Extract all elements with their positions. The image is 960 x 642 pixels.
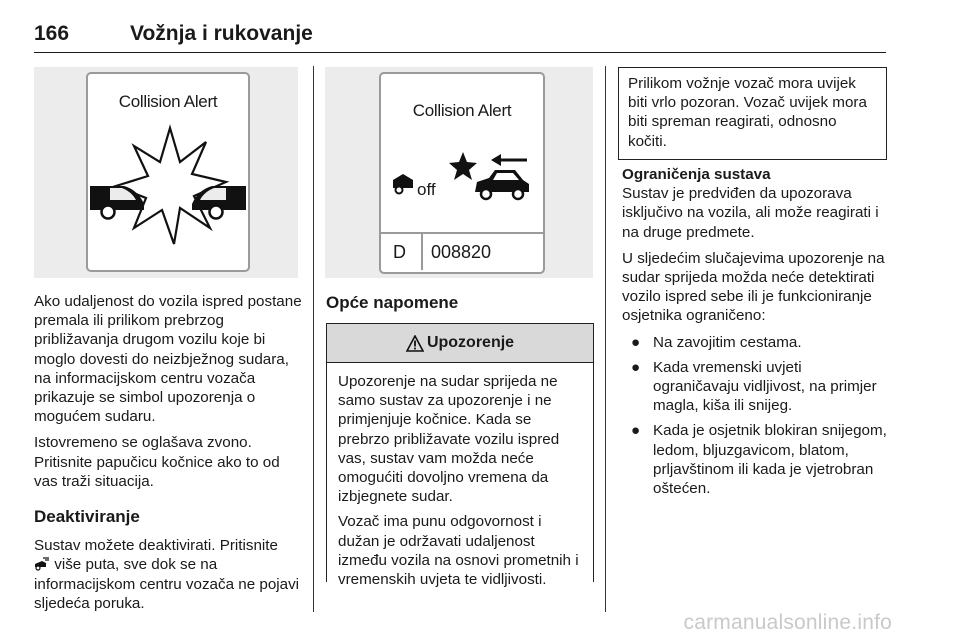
- note-box: [618, 67, 887, 160]
- paragraph: [34, 536, 304, 613]
- warning-body: [327, 363, 593, 605]
- paragraph: Sustav je predviđen da upozorava isključivo na vozila, ali može reagirati i na druge predmete.: [622, 185, 879, 241]
- collision-alert-off-icon: [391, 152, 533, 204]
- note-text: Prilikom vožnje vozač mora uvijek biti vrlo pozoran. Vozač uvijek mora biti spreman reagirati, odnosno kočiti.: [628, 75, 867, 150]
- list-item-text: Kada je osjetnik blokiran snijegom, ledom, bljuzgavicom, blatom, prljavštinom ili kada je vjetrobran oštećen.: [653, 422, 887, 498]
- subheading: Ograničenja sustava: [622, 166, 771, 183]
- section-heading: Deaktiviranje: [34, 507, 140, 527]
- bullet-list: [622, 333, 888, 499]
- warning-box: [326, 323, 594, 589]
- page-number: 166: [34, 22, 70, 45]
- list-item-text: Kada vremenski uvjeti ograničavaju vidljivost, na primjer magla, kiša ili snijeg.: [653, 358, 877, 415]
- figure-collision-alert: [34, 67, 298, 278]
- section-heading: Opće napomene: [326, 293, 459, 312]
- list-item: [622, 333, 888, 352]
- paragraph: Upozorenje na sudar sprijeda ne samo sustav za upozorenje i ne primjenjuje kočnice. Kada se prebrzo približavate vozilu ispred vas, sustav vam možda neće omogućiti dovoljno vremena da izbjegnete sudar.: [338, 373, 560, 506]
- display-panel: [379, 72, 545, 274]
- display-panel: [86, 72, 250, 272]
- list-item-text: Na zavojitim cestama.: [653, 333, 802, 351]
- column-1: [34, 292, 304, 620]
- display-title: Collision Alert: [412, 101, 512, 120]
- paragraph: Istovremeno se oglašava zvono. Pritisnite papučicu kočnice ako to od vas traži situacija.: [34, 434, 280, 490]
- warning-header: [327, 324, 593, 363]
- code-letter: D: [393, 242, 406, 262]
- display-divider: [381, 232, 543, 234]
- section-title: Vožnja i rukovanje: [130, 22, 313, 45]
- paragraph-text: više puta, sve dok se na informacijskom centru vozača ne pojavi sljedeća poruka.: [34, 556, 300, 612]
- figure-collision-alert-off: [325, 67, 593, 278]
- bullet-icon: ●: [631, 333, 641, 351]
- bullet-icon: ●: [631, 358, 641, 376]
- collision-star-icon: [88, 124, 248, 254]
- paragraph-text: Sustav možete deaktivirati. Pritisnite: [34, 537, 278, 555]
- display-divider: [421, 234, 423, 270]
- paragraph: U sljedećim slučajevima upozorenje na sudar sprijeda možda neće detektirati vozilo ispred sebe ili je funkcioniranje osjetnika ograničeno:: [622, 249, 885, 325]
- page-header: [34, 22, 886, 53]
- column-divider: [605, 66, 606, 612]
- warning-title: Upozorenje: [426, 334, 515, 351]
- column-2: [326, 293, 592, 319]
- paragraph: Ako udaljenost do vozila ispred postane premala ili prilikom prebrzog približavanja drugom vozilu koje bi moglo dovesti do neizbježnog sudara, na informacijskom centru vozača prikazuje se simbol upozorenja o mogućem sudaru.: [34, 293, 302, 426]
- warning-triangle-icon: [406, 335, 424, 352]
- status-text: off: [417, 180, 436, 199]
- bullet-icon: ●: [631, 422, 641, 440]
- list-item: [622, 421, 888, 498]
- paragraph: Vozač ima punu odgovornost i dužan je održavati udaljenost između vozila na osnovi prometnih i vremenskih uvjeta te vidljivosti.: [338, 513, 579, 589]
- code-number: 008820: [431, 242, 492, 262]
- display-title: Collision Alert: [118, 92, 218, 111]
- column-divider: [313, 66, 314, 612]
- list-item: [622, 358, 888, 416]
- collision-alert-button-icon: [34, 557, 50, 571]
- column-3: [622, 165, 888, 504]
- watermark: carmanualsonline.info: [683, 611, 892, 634]
